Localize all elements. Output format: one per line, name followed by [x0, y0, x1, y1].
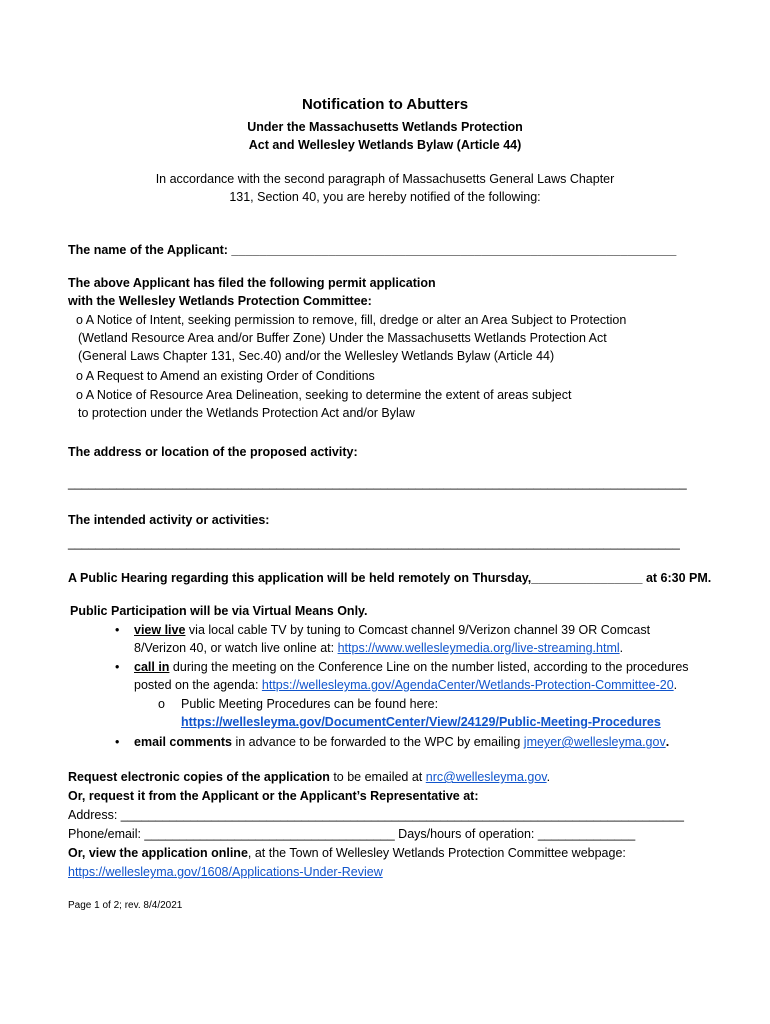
- live-streaming-link[interactable]: https://www.wellesleymedia.org/live-streaming.html: [337, 641, 620, 655]
- agenda-center-link[interactable]: https://wellesleyma.gov/AgendaCenter/Wetlands-Protection-Committee-20: [261, 678, 674, 692]
- bullet-view-live: •: [115, 623, 120, 637]
- subtitle-line-2: Act and Wellesley Wetlands Bylaw (Article 44): [248, 138, 522, 152]
- bullet-email-comments: •: [115, 735, 120, 749]
- period: .: [546, 770, 551, 784]
- view-online-bold: Or, view the application online: [68, 846, 248, 860]
- phone-email-hours-field[interactable]: Phone/email: ____________________________________ Days/hours of operation: ______________: [68, 827, 636, 841]
- applications-under-review-line: [68, 864, 383, 880]
- procedures-line-2: [181, 714, 661, 730]
- option-notice-of-intent[interactable]: o A Notice of Intent, seeking permission to remove, fill, dredge or alter an Area Subject to Protection: [76, 313, 627, 327]
- procedures-text: Public Meeting Procedures can be found here:: [181, 697, 439, 711]
- view-live-text-1: via local cable TV by tuning to Comcast channel 9/Verizon channel 39 OR Comcast: [185, 623, 651, 637]
- activity-blank[interactable]: ________________________________________________________________________________________: [68, 536, 680, 550]
- period: .: [673, 678, 678, 692]
- or-request-line: Or, request it from the Applicant or the Applicant’s Representative at:: [68, 789, 479, 803]
- permit-heading-1: The above Applicant has filed the following permit application: [68, 276, 436, 290]
- call-in-line-2: [134, 677, 677, 693]
- meeting-procedures-link[interactable]: https://wellesleyma.gov/DocumentCenter/View/24129/Public-Meeting-Procedures: [181, 715, 661, 729]
- nrc-email-link[interactable]: nrc@wellesleyma.gov: [425, 770, 547, 784]
- option-notice-of-intent-line-2: (Wetland Resource Area and/or Buffer Zone) Under the Massachusetts Wetlands Protection Act: [78, 331, 607, 345]
- call-in-label: call in: [134, 660, 170, 674]
- email-comments-text: in advance to be forwarded to the WPC by emailing: [231, 735, 524, 749]
- intro-line-2: 131, Section 40, you are hereby notified of the following:: [229, 190, 541, 204]
- view-live-line-1: [134, 622, 650, 638]
- permit-heading-2: with the Wellesley Wetlands Protection Committee:: [68, 294, 372, 308]
- intro-line-1: In accordance with the second paragraph of Massachusetts General Laws Chapter: [155, 172, 615, 186]
- view-live-label: view live: [134, 623, 186, 637]
- hearing-line[interactable]: A Public Hearing regarding this application will be held remotely on Thursday,________________ at 6:30 PM.: [68, 571, 712, 585]
- email-comments-label: email comments: [134, 735, 232, 749]
- email-comments-line: [134, 734, 669, 750]
- view-online-text: , at the Town of Wellesley Wetlands Protection Committee webpage:: [247, 846, 626, 860]
- view-live-text-2: 8/Verizon 40, or watch live online at:: [134, 641, 338, 655]
- option-notice-of-intent-line-3: (General Laws Chapter 131, Sec.40) and/or the Wellesley Wetlands Bylaw (Article 44): [78, 349, 555, 363]
- call-in-text-1: during the meeting on the Conference Line on the number listed, according to the procedures: [169, 660, 689, 674]
- option-resource-area-delineation[interactable]: o A Notice of Resource Area Delineation, seeking to determine the extent of areas subject: [76, 388, 572, 402]
- applicant-name-field[interactable]: The name of the Applicant: ________________________________________________________________: [68, 243, 677, 257]
- view-online-line: [68, 845, 626, 861]
- bullet-call-in: •: [115, 660, 120, 674]
- option-resource-area-delineation-line-2: to protection under the Wetlands Protection Act and/or Bylaw: [78, 406, 415, 420]
- request-copies-line: [68, 769, 550, 785]
- activity-label: The intended activity or activities:: [68, 513, 270, 527]
- participation-heading: Public Participation will be via Virtual Means Only.: [70, 604, 368, 618]
- page-title: Notification to Abutters: [301, 96, 469, 113]
- call-in-line-1: [134, 659, 689, 675]
- representative-address-field[interactable]: Address: _________________________________________________________________________________: [68, 808, 684, 822]
- address-label: The address or location of the proposed activity:: [68, 445, 358, 459]
- period: .: [665, 735, 670, 749]
- applications-under-review-link[interactable]: https://wellesleyma.gov/1608/Applications-Under-Review: [68, 865, 383, 879]
- period: .: [619, 641, 624, 655]
- option-request-to-amend[interactable]: o A Request to Amend an existing Order of Conditions: [76, 369, 375, 383]
- sub-bullet-procedures: o: [158, 697, 165, 711]
- call-in-text-2: posted on the agenda:: [134, 678, 262, 692]
- request-copies-bold: Request electronic copies of the application: [68, 770, 330, 784]
- request-copies-text: to be emailed at: [329, 770, 426, 784]
- address-blank[interactable]: _________________________________________________________________________________________: [68, 476, 687, 490]
- jmeyer-email-link[interactable]: jmeyer@wellesleyma.gov: [523, 735, 666, 749]
- page-footer: Page 1 of 2; rev. 8/4/2021: [68, 900, 183, 911]
- subtitle-line-1: Under the Massachusetts Wetlands Protection: [247, 120, 523, 134]
- view-live-line-2: [134, 640, 623, 656]
